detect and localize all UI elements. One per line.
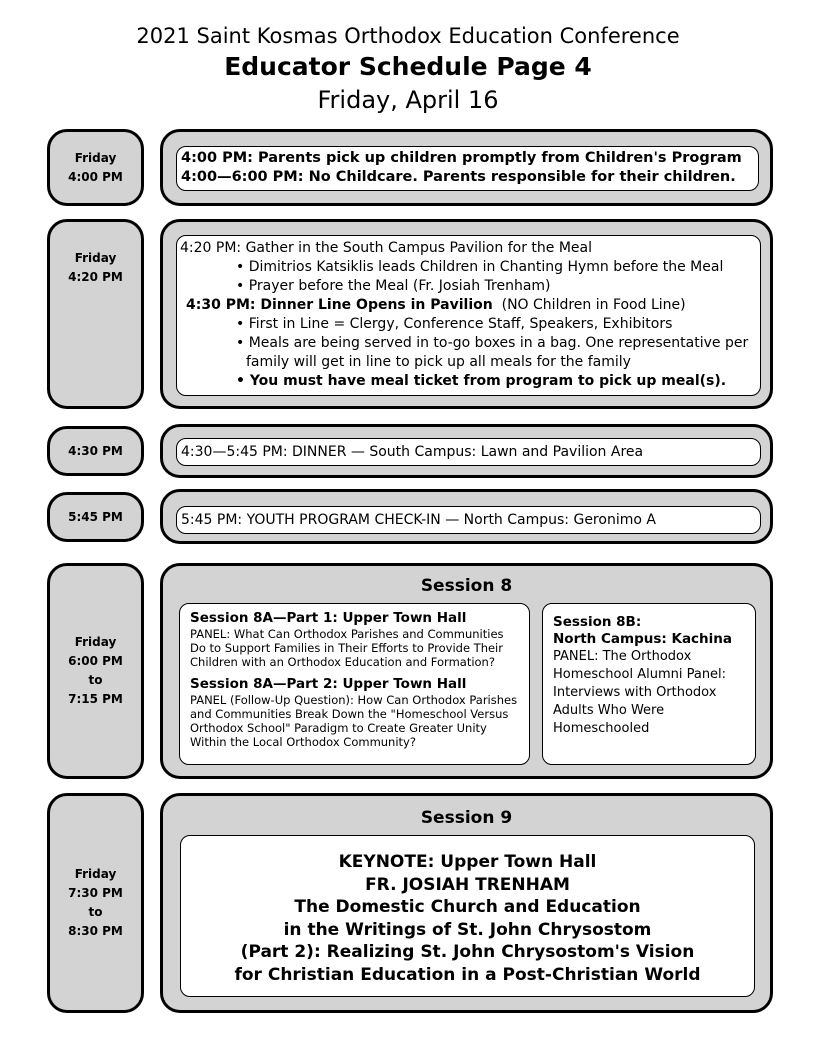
session-8b-location: North Campus: Kachina (553, 631, 733, 647)
time-box-4-00 (47, 129, 144, 206)
event-box-meal (160, 219, 773, 409)
time-day: Friday (74, 251, 117, 265)
session-8b-text: PANEL: The Orthodox Homeschool Alumni Panel: Interviews with Orthodox Adults Who Were Homeschooled (553, 649, 727, 736)
time-to: to (88, 905, 103, 919)
time-end: 8:30 PM (68, 924, 123, 938)
session-8a-part2-text: PANEL (Follow-Up Question): How Can Orthodox Parishes and Communities Break Down the "Homeschool Versus Orthodox School" Paradigm to Create Greater Unity Within the Local Orthodox Community? (190, 693, 518, 749)
time-value: 4:20 PM (68, 270, 123, 284)
event-box-youth (160, 489, 773, 544)
time-box-session-9 (47, 793, 144, 1013)
event-box-dinner (160, 424, 773, 478)
bullet-prayer: • Prayer before the Meal (Fr. Josiah Trenham) (236, 278, 551, 294)
session-8-title: Session 8 (420, 576, 513, 596)
keynote-title-line: The Domestic Church and Education (294, 897, 641, 917)
keynote-title-line: (Part 2): Realizing St. John Chrysostom's Vision (240, 942, 695, 962)
session-8a (179, 603, 530, 765)
bullet-chanting: • Dimitrios Katsiklis leads Children in Chanting Hymn before the Meal (236, 259, 724, 275)
session-8a-part2-heading: Session 8A—Part 2: Upper Town Hall (190, 676, 467, 692)
time-day: Friday (74, 867, 117, 881)
time-end: 7:15 PM (68, 692, 123, 706)
session-9-box (160, 793, 773, 1013)
event-box-pickup (160, 129, 773, 206)
pickup-notice (176, 146, 759, 191)
bullet-ticket: • You must have meal ticket from program to pick up meal(s). (236, 373, 727, 389)
time-start: 7:30 PM (68, 886, 123, 900)
time-to: to (88, 673, 103, 687)
session-9-title: Session 9 (420, 808, 513, 828)
keynote-title-line: for Christian Education in a Post-Christian World (234, 964, 701, 985)
bullet-meals-cont: family will get in line to pick up all meals for the family (246, 354, 631, 370)
dinner-line-heading: 4:30 PM: Dinner Line Opens in Pavilion (186, 297, 493, 313)
time-day: Friday (74, 150, 117, 165)
time-value: 5:45 PM (68, 509, 123, 524)
dinner-text: 4:30—5:45 PM: DINNER — South Campus: Lawn and Pavilion Area (176, 438, 761, 466)
session-8a-part1-text: PANEL: What Can Orthodox Parishes and Communities Do to Support Families in Their Efforts to Provide Their Children with an Orthodox Education and Formation? (190, 627, 504, 669)
youth-text: 5:45 PM: YOUTH PROGRAM CHECK-IN — North Campus: Geronimo A (176, 506, 761, 534)
time-day: Friday (74, 635, 117, 649)
meal-details (176, 235, 761, 396)
time-box-4-30 (47, 426, 144, 476)
time-start: 6:00 PM (68, 654, 123, 668)
time-box-session-8 (47, 563, 144, 779)
session-8b (542, 603, 756, 765)
time-value: 4:00 PM (68, 169, 123, 184)
childcare-line: 4:00—6:00 PM: No Childcare. Parents responsible for their children. (181, 169, 736, 185)
page-title: Educator Schedule Page 4 (224, 52, 592, 81)
keynote-title-line: in the Writings of St. John Chrysostom (283, 919, 652, 940)
session-8-box (160, 563, 773, 779)
time-value: 4:30 PM (68, 443, 123, 458)
bullet-first-in-line: • First in Line = Clergy, Conference Staff, Speakers, Exhibitors (236, 316, 673, 332)
time-box-4-20 (47, 219, 144, 409)
session-8a-part1-heading: Session 8A—Part 1: Upper Town Hall (190, 610, 467, 626)
time-box-5-45 (47, 492, 144, 542)
session-8b-heading: Session 8B: (553, 614, 642, 630)
conference-name: 2021 Saint Kosmas Orthodox Education Conference (136, 24, 680, 48)
bullet-meals: • Meals are being served in to-go boxes in a bag. One representative per (236, 335, 749, 351)
dinner-line-note: (NO Children in Food Line) (501, 297, 686, 313)
keynote-speaker: FR. JOSIAH TRENHAM (365, 874, 570, 895)
gather-line: 4:20 PM: Gather in the South Campus Pavilion for the Meal (180, 240, 592, 256)
pickup-line: 4:00 PM: Parents pick up children promptly from Children's Program (181, 150, 742, 166)
keynote-heading: KEYNOTE: Upper Town Hall (338, 852, 597, 872)
page-date: Friday, April 16 (317, 86, 499, 114)
keynote-box (180, 835, 755, 997)
